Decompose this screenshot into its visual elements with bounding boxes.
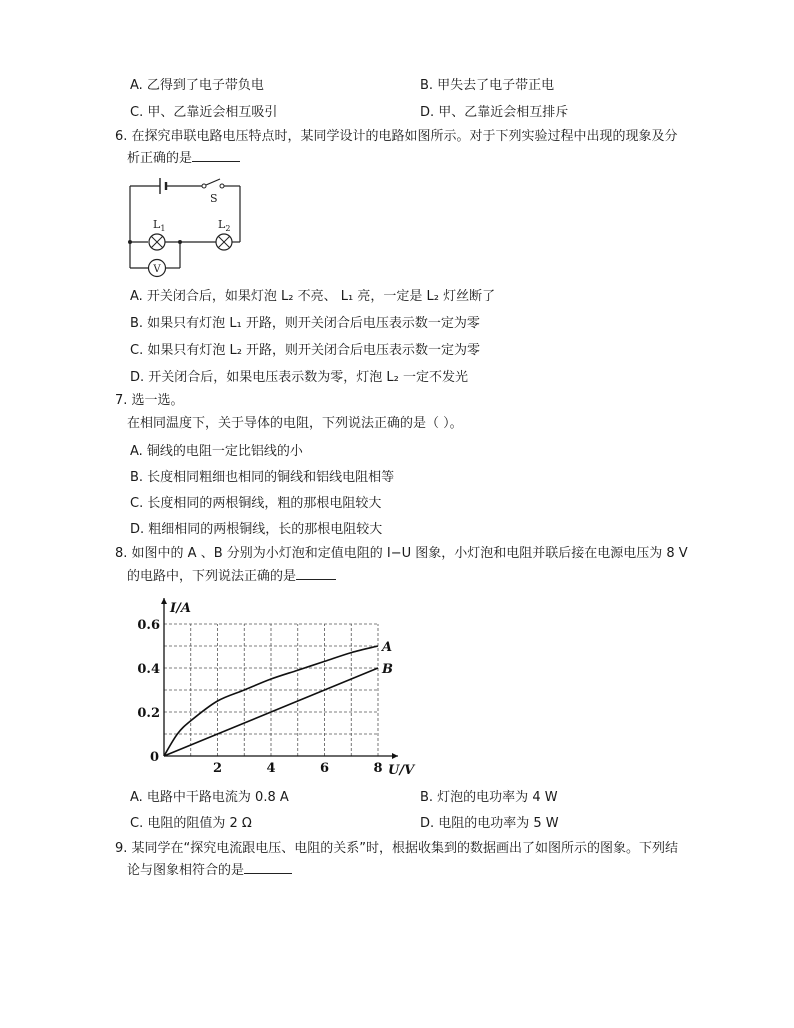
answer-blank — [192, 149, 240, 162]
iu-chart — [137, 590, 420, 780]
series-circuit-diagram — [120, 172, 250, 282]
x-tick-label: 6 — [319, 761, 330, 776]
series-label-a: A — [382, 640, 393, 655]
q7-stem-line1: 7. 选一选。 — [115, 393, 184, 408]
q6-option-d: D. 开关闭合后，如果电压表示数为零，灯泡 L₂ 一定不发光 — [130, 370, 468, 385]
q9-stem-line2-text: 论与图象相符合的是 — [127, 863, 245, 878]
switch-label: S — [210, 192, 218, 205]
x-tick-label: 2 — [212, 761, 223, 776]
q5-option-b: B. 甲失去了电子带正电 — [420, 78, 555, 93]
q8-option-c: C. 电阻的阻值为 2 Ω — [130, 816, 252, 831]
x-axis-label: U/V — [388, 763, 415, 778]
q7-stem-line2: 在相同温度下，关于导体的电阻，下列说法正确的是（ ）。 — [127, 416, 463, 431]
y-axis-label: I/A — [170, 601, 191, 616]
q7-option-c: C. 长度相同的两根铜线，粗的那根电阻较大 — [130, 496, 382, 511]
switch-contact — [220, 184, 224, 188]
lamp-l1-label: $L_1$ — [153, 218, 166, 233]
voltmeter-label: V — [153, 264, 161, 275]
y-axis-arrow — [161, 598, 167, 604]
q8-option-b: B. 灯泡的电功率为 4 W — [420, 790, 558, 805]
q9-stem-line1: 9. 某同学在“探究电流跟电压、电阻的关系”时，根据收集到的数据画出了如图所示的图象。下列结 — [115, 841, 679, 856]
q8-stem-line2-text: 的电路中，下列说法正确的是 — [127, 569, 297, 584]
x-axis-arrow — [392, 753, 398, 759]
q6-option-b: B. 如果只有灯泡 L₁ 开路，则开关闭合后电压表示数一定为零 — [130, 316, 480, 331]
q5-option-d: D. 甲、乙靠近会相互排斥 — [420, 105, 569, 120]
q8-option-a: A. 电路中干路电流为 0.8 A — [130, 790, 289, 805]
q7-option-a: A. 铜线的电阻一定比铝线的小 — [130, 444, 303, 459]
switch-pivot — [202, 184, 206, 188]
switch-lever — [206, 179, 220, 185]
q6-option-a: A. 开关闭合后，如果灯泡 L₂ 不亮、 L₁ 亮，一定是 L₂ 灯丝断了 — [130, 289, 496, 304]
q6-option-c: C. 如果只有灯泡 L₂ 开路，则开关闭合后电压表示数一定为零 — [130, 343, 481, 358]
q9-stem-line2 — [127, 860, 292, 882]
origin-label: 0 — [149, 750, 159, 765]
q5-option-a: A. 乙得到了电子带负电 — [130, 78, 264, 93]
q6-stem-line1: 6. 在探究串联电路电压特点时，某同学设计的电路如图所示。对于下列实验过程中出现的现象及分 — [115, 129, 678, 144]
x-tick-label: 8 — [373, 761, 383, 776]
q8-stem-line1: 8. 如图中的 A 、B 分别为小灯泡和定值电阻的 I−U 图象，小灯泡和电阻并联后接在电源电压为 8 V — [115, 546, 688, 561]
q6-stem-line2-text: 析正确的是 — [127, 151, 193, 166]
q6-stem-line2 — [127, 148, 240, 170]
answer-blank — [244, 861, 292, 874]
q7-option-b: B. 长度相同粗细也相同的铜线和铝线电阻相等 — [130, 470, 395, 485]
x-tick-label: 4 — [266, 761, 276, 776]
series-label-b: B — [382, 662, 393, 677]
q8-stem-line2 — [127, 566, 336, 588]
answer-blank — [296, 567, 336, 580]
y-tick-label: 0.2 — [137, 706, 160, 721]
q7-option-d: D. 粗细相同的两根铜线，长的那根电阻较大 — [130, 522, 383, 537]
q5-option-c: C. 甲、乙靠近会相互吸引 — [130, 105, 278, 120]
y-tick-label: 0.4 — [137, 662, 160, 677]
y-tick-label: 0.6 — [137, 618, 160, 633]
lamp-l2-label: $L_2$ — [218, 218, 231, 233]
q8-option-d: D. 电阻的电功率为 5 W — [420, 816, 559, 831]
